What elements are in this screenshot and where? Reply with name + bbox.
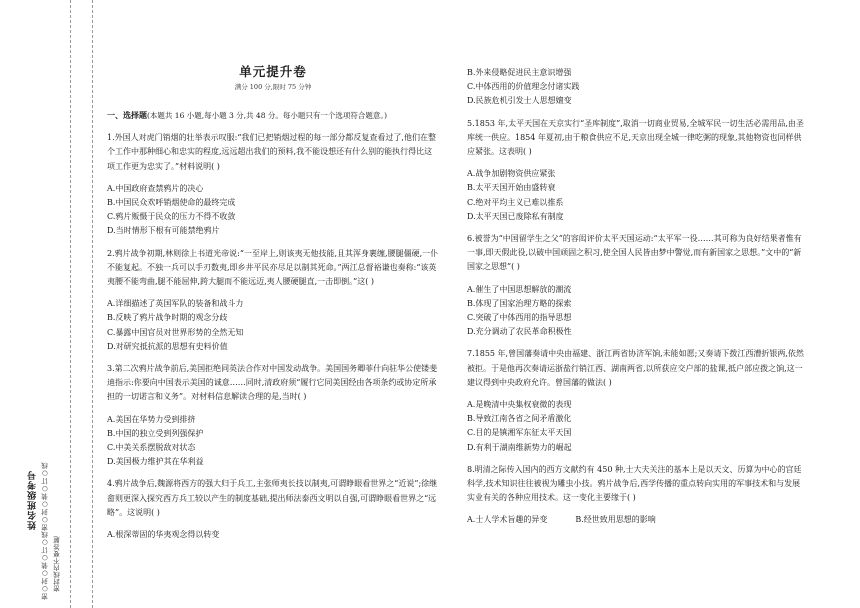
option-c[interactable]: C.鸦片贩慑于民众的压力不得不收敛 xyxy=(107,212,236,222)
option-c[interactable]: C.绝对平均主义已难以推系 xyxy=(467,197,564,207)
option-c[interactable]: C.暴露中国官员对世界形势的全然无知 xyxy=(107,327,244,337)
question-stem: 8.明清之际传入国内的西方文献约有 450 种,士大夫关注的基本上是以天文、历算为中心的宫廷科学,技术知识往往被视为雕虫小技。鸦片战争后,西学传播的重点转向实用的军事技术和与发展实业有关的各种应用技术。这一变化主要缘于( ) xyxy=(467,464,802,503)
question-3 xyxy=(107,362,439,469)
question-1 xyxy=(107,131,439,238)
option-c[interactable]: C.中体西用的价值理念付诸实践 xyxy=(467,82,580,92)
question-7 xyxy=(467,347,805,454)
option-a[interactable]: A.是晚清中央集权衰微的表现 xyxy=(467,400,572,410)
option-b[interactable]: B.外来侵略促进民主意识增强 xyxy=(467,68,572,77)
question-8 xyxy=(467,463,805,528)
option-d[interactable]: D.美国极力维护其在华利益 xyxy=(107,457,204,467)
student-info-label: 姓名班级考号 xyxy=(28,470,38,530)
option-b[interactable]: B.经世致用思想的影响 xyxy=(575,515,656,525)
left-column xyxy=(107,101,439,542)
page-title: 单元提升卷 xyxy=(239,64,307,79)
question-stem: 2.鸦片战争初期,林则徐上书道光帝说:“一至岸上,则该夷无他技能,且其浑身裹缠,腰腿僵硬,一仆不能复起。不独一兵可以手刃数夷,即乡井平民亦尽足以制其死命。”两江总督裕谦也奏称:“该英夷腰不能弯曲,腿不能屈伸,跨大腿而不能远迈,夷人腰硬腿直,一击即倒。”这( ) xyxy=(107,248,439,287)
page-subtitle: 满分 100 分,限时 75 分钟 xyxy=(234,83,312,91)
question-5 xyxy=(467,117,805,224)
option-c[interactable]: C.突破了中体西用的指导思想 xyxy=(467,313,572,323)
question-6 xyxy=(467,232,805,339)
option-b[interactable]: B.中国的独立受到列强保护 xyxy=(107,428,204,438)
option-b[interactable]: B.体现了国家治理方略的探索 xyxy=(467,298,572,308)
option-c[interactable]: C.中美关系摆脱敌对状态 xyxy=(107,443,196,453)
seal-line xyxy=(92,0,93,608)
option-d[interactable]: D.太平天国已废除私有制度 xyxy=(467,211,564,221)
section-heading xyxy=(107,109,439,123)
option-a[interactable]: A.美国在华势力受到排挤 xyxy=(107,414,196,424)
question-stem: 3.第二次鸦片战争前后,美国拒绝同英法合作对中国发动战争。美国国务卿菲什向驻华公使镂斐迪指示:你要向中国表示美国的诚意……同时,清政府须“履行它同美国经由各项条约或协定所承担的一切诺言和义务”。对材料信息解读合理的是,当时( ) xyxy=(107,364,438,402)
option-a[interactable]: A.士人学术旨趣的异变 xyxy=(467,515,548,525)
question-stem: 5.1853 年,太平天国在天京实行“圣库制度”,取消一切商业贸易,全城军民一切生活必需用品,由圣库统一供应。1854 年夏初,由于粮食供应不足,天京出现全城一律吃粥的现象,其他物资也同样供应紧张。这表明( ) xyxy=(467,118,804,157)
question-stem: 4.鸦片战争后,魏源将西方的强大归于兵工,主张师夷长技以制夷,可谓睁眼看世界之“近说”;徐继畬则更深入探究西方兵工较以产生的制度基础,提出师法泰西文明以自强,可谓睁眼看世界之“远略”。这说明( ) xyxy=(107,479,438,517)
section-note: (本题共 16 小题,每小题 3 分,共 48 分。每小题只有一个选项符合题意。) xyxy=(147,111,388,120)
option-a[interactable]: A.催生了中国思想解放的潮流 xyxy=(467,284,572,294)
option-a[interactable]: A.详细描述了英国军队的装备和战斗力 xyxy=(107,299,244,309)
seal-warning: 密封线内不要答题 xyxy=(53,536,61,592)
option-row xyxy=(467,513,805,527)
option-a[interactable]: A.中国政府查禁鸦片的决心 xyxy=(107,183,204,193)
option-b[interactable]: B.导致江南各省之间矛盾激化 xyxy=(467,414,572,424)
option-d[interactable]: D.对研究抵抗派的思想有史料价值 xyxy=(107,341,228,351)
option-d[interactable]: D.有利于湖南维新势力的崛起 xyxy=(467,442,572,452)
option-d[interactable]: D.民族危机引发士人思想嬗变 xyxy=(467,96,572,106)
option-b[interactable]: B.太平天国开始由盛转衰 xyxy=(467,183,556,193)
option-b[interactable]: B.反映了鸦片战争时期的观念分歧 xyxy=(107,313,228,323)
question-4 xyxy=(107,477,439,542)
right-column xyxy=(467,66,805,528)
binding-strip xyxy=(0,0,105,608)
option-d[interactable]: D.当时情形下根有可能禁绝鸦片 xyxy=(107,226,220,236)
option-a[interactable]: A.根深蒂固的华夷观念得以转变 xyxy=(107,530,220,540)
section-label: 一、选择题 xyxy=(107,111,147,120)
question-stem: 6.被誉为“中国留学生之父”的容闳评价太平天国运动:“太平军一役……其可称为良好结果者惟有一事,即天假此役,以破中国顽固之积习,使全国人民皆由梦中警觉,而有新国家之思想。”文中的“新国家之思想”( ) xyxy=(467,234,802,272)
question-4-continued xyxy=(467,66,805,109)
option-d[interactable]: D.充分调动了农民革命积极性 xyxy=(467,327,572,337)
option-b[interactable]: B.中国民众欢呼销烟使命的最终完成 xyxy=(107,198,236,208)
question-2 xyxy=(107,247,439,354)
seal-marks: 密○封○装○订○线密○封○装○订○线 xyxy=(41,462,49,600)
seal-line xyxy=(70,0,71,608)
question-stem: 7.1855 年,曾国藩奏请中央由福建、浙江两省协济军饷,未能如愿;又奏请下拨江西漕折银两,依然被拒。于是他再次奏请运浙盐行销江西、湖南两省,以所获应交户部的盐课,抵户部应拨之饷,这一建议得到中央政府允许。曾国藩的做法( ) xyxy=(467,349,804,387)
option-c[interactable]: C.目的是镇湘军东征太平天国 xyxy=(467,428,572,438)
option-a[interactable]: A.战争加剧物资供应紧张 xyxy=(467,169,556,179)
question-stem: 1.外国人对虎门销烟的壮举表示叹服:“我们已把销烟过程的每一部分都反复查看过了,他们在整个工作中那种细心和忠实的程度,远远超出我们的预料,我不能设想还有什么别的能执行得比这项工作更为忠实了。”材料说明( ) xyxy=(107,133,436,171)
